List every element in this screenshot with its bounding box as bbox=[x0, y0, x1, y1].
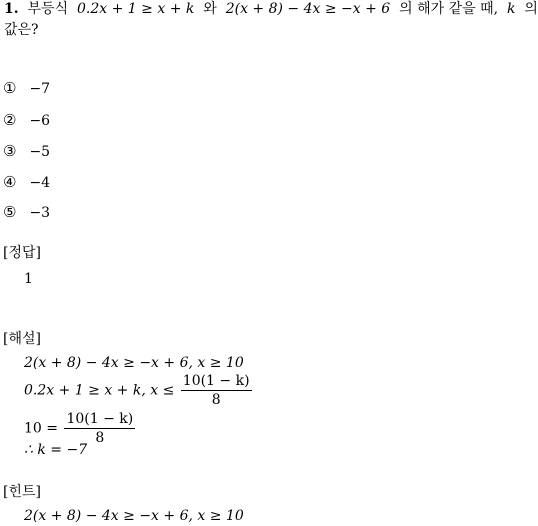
choice-1[interactable] bbox=[3, 78, 50, 98]
question-text-b: 와 bbox=[203, 1, 217, 17]
choice-3-value: −5 bbox=[29, 144, 51, 160]
choice-3-mark: ③ bbox=[3, 142, 17, 160]
question-text-c: 의 해가 같을 때, bbox=[399, 1, 499, 17]
choice-5-mark: ⑤ bbox=[3, 203, 17, 221]
choice-4-mark: ④ bbox=[3, 173, 17, 191]
hint-label: [힌트] bbox=[3, 484, 41, 500]
choice-5[interactable] bbox=[3, 202, 50, 222]
fraction-numerator: 10(1 − k) bbox=[182, 373, 250, 389]
explanation-line-3-lhs: 10 = bbox=[24, 420, 58, 437]
variable-k: k bbox=[506, 1, 516, 17]
choice-2[interactable] bbox=[3, 110, 50, 130]
explanation-line-2-fraction bbox=[181, 372, 252, 409]
inequality-1: 0.2x + 1 ≥ x + k bbox=[77, 1, 195, 17]
question-number: 1. bbox=[4, 1, 19, 17]
explanation-line-1: 2(x + 8) − 4x ≥ −x + 6, x ≥ 10 bbox=[24, 355, 244, 371]
answer-label: [정답] bbox=[3, 245, 41, 261]
question-text-a: 부등식 bbox=[27, 1, 69, 17]
question-line-1 bbox=[4, 0, 538, 19]
choice-5-value: −3 bbox=[29, 205, 51, 221]
choice-4[interactable] bbox=[3, 172, 50, 192]
fraction-denominator: 8 bbox=[95, 430, 105, 446]
fraction-denominator: 8 bbox=[211, 392, 221, 408]
question-text-line2: 값은? bbox=[4, 22, 39, 38]
fraction-numerator: 10(1 − k) bbox=[66, 411, 134, 427]
choice-3[interactable] bbox=[3, 141, 50, 161]
inequality-2: 2(x + 8) − 4x ≥ −x + 6 bbox=[225, 1, 391, 17]
choice-1-mark: ① bbox=[3, 79, 17, 97]
choice-2-mark: ② bbox=[3, 111, 17, 129]
answer-value: 1 bbox=[24, 271, 33, 287]
explanation-line-4: ∴ k = −7 bbox=[24, 442, 88, 458]
choice-1-value: −7 bbox=[29, 81, 51, 97]
choice-4-value: −4 bbox=[29, 175, 51, 191]
explanation-line-2 bbox=[24, 372, 254, 409]
question-line-2 bbox=[4, 20, 39, 40]
hint-line-1: 2(x + 8) − 4x ≥ −x + 6, x ≥ 10 bbox=[24, 508, 244, 524]
question-text-d: 의 bbox=[524, 1, 538, 17]
choice-2-value: −6 bbox=[29, 113, 51, 129]
explanation-label: [해설] bbox=[3, 331, 41, 347]
explanation-line-2-lhs: 0.2x + 1 ≥ x + k, x ≤ bbox=[24, 382, 175, 399]
